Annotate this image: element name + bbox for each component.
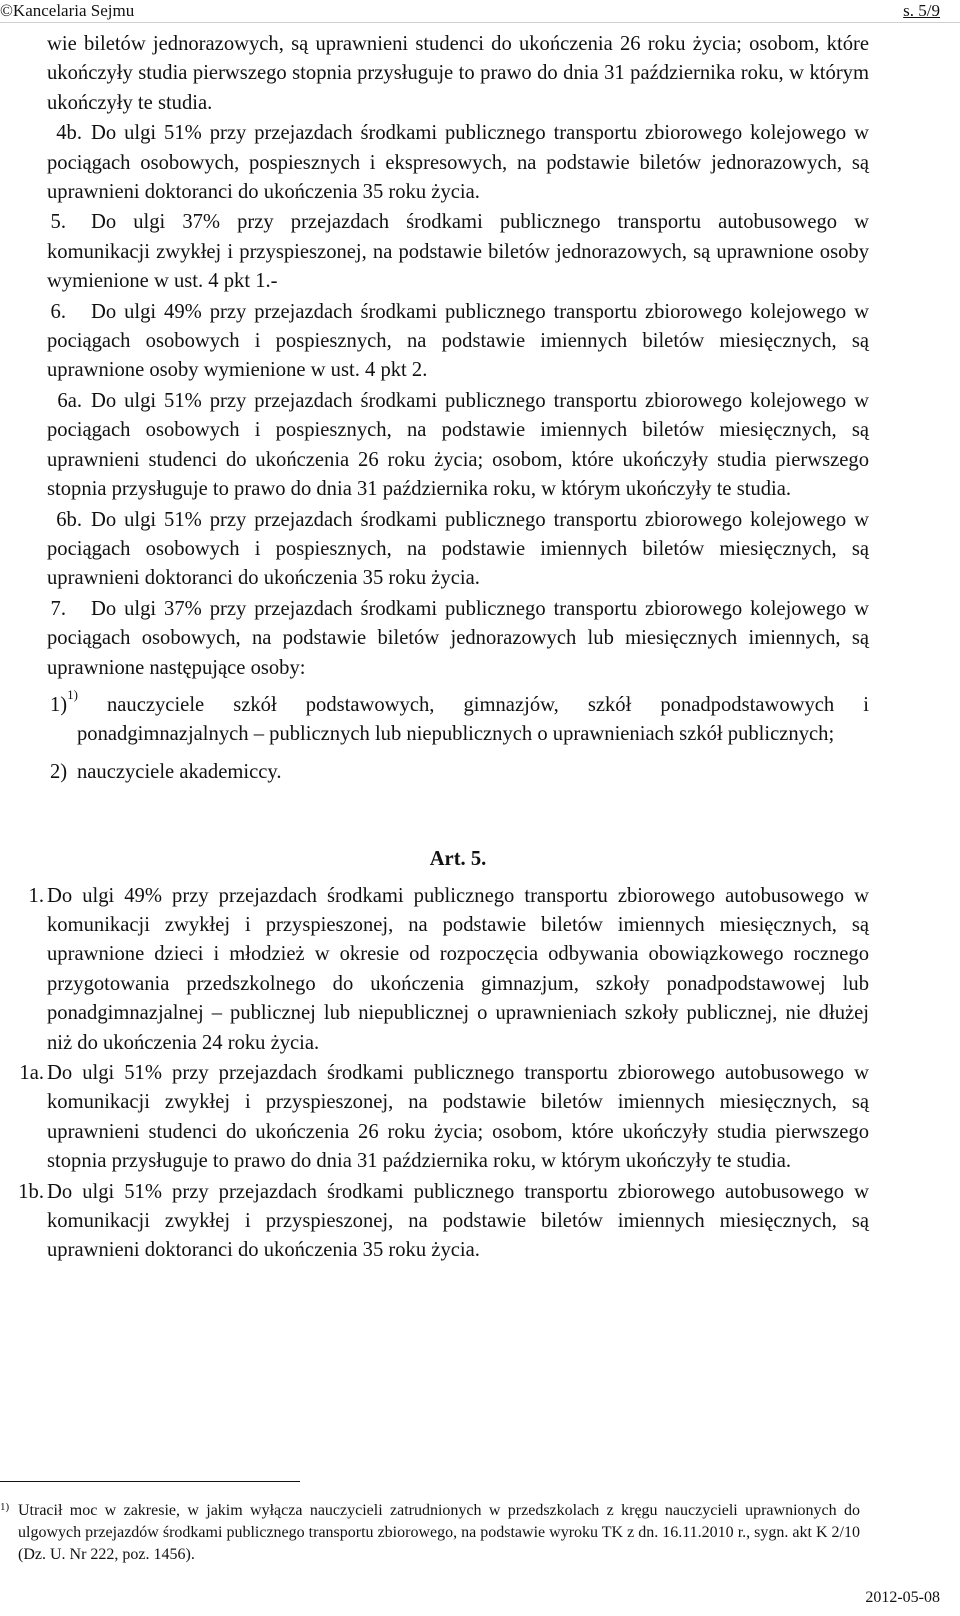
list-item-text: nauczyciele akademiccy. (77, 760, 282, 783)
paragraph-number: 5. (50, 211, 66, 234)
top-continuation-text: wie biletów jednorazowych, są uprawnieni studenci do ukończenia 26 roku życia; osobom, które ukończyły studia pierwszego stopnia przysługuje to prawo do dnia 31 października roku, w którym ukończyły te studia. (47, 33, 869, 114)
header-copyright: ©Kancelaria Sejmu (0, 1, 135, 20)
paragraph-5 (47, 208, 869, 296)
paragraph-number: 6. (50, 300, 66, 323)
paragraph-text: Do ulgi 51% przy przejazdach środkami publicznego transportu zbiorowego kolejowego w pociągach osobowych i pospiesznych, na podstawie imiennych biletów miesięcznych, są uprawnieni studenci do ukończenia 26 roku życia; osobom, które ukończyły studia pierwszego stopnia przysługuje to prawo do dnia 31 października roku, w którym ukończyły te studia. (47, 389, 869, 501)
footnote-reference[interactable]: 1) (67, 687, 78, 703)
paragraph-number: 1. (28, 884, 44, 907)
paragraph-number: 1a. (19, 1062, 44, 1084)
paragraph-number: 6b. (56, 508, 82, 531)
art5-paragraphs (18, 882, 869, 1266)
list-item-number: 2) (50, 760, 68, 783)
document-body (18, 30, 869, 1267)
paragraph-4b (47, 119, 869, 207)
list-item-number: 1)$^{1)}$ (50, 687, 78, 716)
paragraph-1a (19, 1059, 869, 1177)
article-heading: Art. 5. (429, 848, 487, 871)
art4-paragraphs (47, 119, 869, 683)
paragraph-text: Do ulgi 51% przy przejazdach środkami publicznego transportu zbiorowego autobusowego w komunikacji zwykłej i przyspieszonej, na podstawie biletów imiennych miesięcznych, są uprawnieni doktoranci do ukończenia 35 roku życia. (47, 1180, 869, 1262)
paragraph-text: Do ulgi 51% przy przejazdach środkami publicznego transportu zbiorowego autobusowego w komunikacji zwykłej i przyspieszonej, na podstawie biletów imiennych miesięcznych, są uprawnieni studenci do ukończenia 26 roku życia; osobom, które ukończyły studia pierwszego stopnia przysługuje to prawo do dnia 31 października roku, w którym ukończyły te studia. (47, 1062, 869, 1173)
paragraph-6 (47, 298, 869, 386)
paragraph-number: 1b. (18, 1180, 44, 1203)
footnote (0, 1500, 860, 1566)
paragraph-text: Do ulgi 49% przy przejazdach środkami publicznego transportu zbiorowego autobusowego w komunikacji zwykłej i przyspieszonej, na podstawie biletów imiennych miesięcznych, są uprawnione dzieci i młodzież w okresie od rozpoczęcia odbywania obowiązkowego rocznego przygotowania przedszkolnego do ukończenia gimnazjum, szkoły ponadpodstawowej lub ponadgimnazjalnej – publicznej lub niepublicznej o uprawnieniach szkoły publicznej, nie dłużej niż do ukończenia 24 roku życia. (47, 884, 869, 1054)
enumeration-list (47, 687, 869, 787)
paragraph-text: Do ulgi 37% przy przejazdach środkami publicznego transportu zbiorowego kolejowego w pociągach osobowych, na podstawie biletów jednorazowych lub miesięcznych imiennych, są uprawnione następujące osoby: (47, 597, 869, 679)
paragraph-1 (28, 882, 869, 1058)
footnote-mark: 1) (0, 1501, 10, 1513)
paragraph-number: 6a. (57, 389, 82, 412)
publication-date: 2012-05-08 (865, 1589, 940, 1606)
paragraph-6a (47, 387, 869, 505)
paragraph-number: 7. (50, 597, 66, 620)
paragraph-6b (47, 506, 869, 594)
paragraph-1b (18, 1178, 869, 1266)
footnote-divider (0, 1481, 300, 1482)
paragraph-number: 4b. (56, 122, 82, 145)
list-item (47, 758, 869, 787)
list-item (47, 687, 869, 750)
paragraph-text: Do ulgi 51% przy przejazdach środkami publicznego transportu zbiorowego kolejowego w pociągach osobowych, pospiesznych i ekspresowych, na podstawie biletów jednorazowych, są uprawnieni doktoranci do ukończenia 35 roku życia. (47, 122, 869, 204)
page-number: s. 5/9 (903, 1, 940, 20)
list-item-text: nauczyciele szkół podstawowych, gimnazjów, szkół ponadpodstawowych i ponadgimnazjalnych – publicznych lub niepublicznych o uprawnieniach szkół publicznych; (77, 693, 869, 746)
paragraph-7 (47, 595, 869, 683)
footnote-text: Utracił moc w zakresie, w jakim wyłącza nauczycieli zatrudnionych w przedszkolach z kręgu nauczycieli uprawnionych do ulgowych przejazdów środkami publicznego transportu zbiorowego, na podstawie wyroku TK z dn. 16.11.2010 r., sygn. akt K 2/10 (Dz. U. Nr 222, poz. 1456). (18, 1502, 860, 1563)
header-divider (0, 22, 960, 23)
paragraph-text: Do ulgi 51% przy przejazdach środkami publicznego transportu zbiorowego kolejowego w pociągach osobowych i pospiesznych, na podstawie imiennych biletów miesięcznych, są uprawnieni doktoranci do ukończenia 35 roku życia. (47, 508, 869, 590)
paragraph-text: Do ulgi 49% przy przejazdach środkami publicznego transportu zbiorowego kolejowego w pociągach osobowych i pospiesznych, na podstawie imiennych biletów miesięcznych, są uprawnione osoby wymienione w ust. 4 pkt 2. (47, 300, 869, 382)
paragraph-text: Do ulgi 37% przy przejazdach środkami publicznego transportu autobusowego w komunikacji zwykłej i przyspieszonej, na podstawie biletów jednorazowych, są uprawnione osoby wymienione w ust. 4 pkt 1.- (47, 211, 869, 293)
